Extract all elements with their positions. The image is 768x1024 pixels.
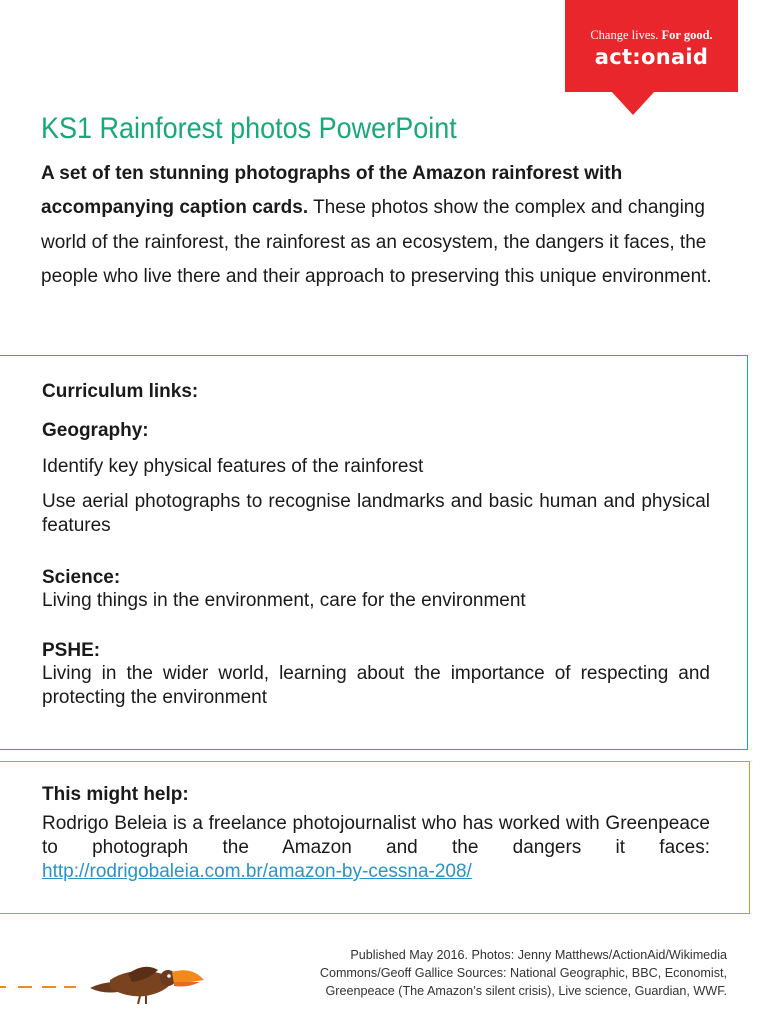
curriculum-heading-wrap (42, 381, 710, 403)
curriculum-box (0, 355, 748, 750)
help-box (0, 761, 750, 914)
geography-heading: Geography: (42, 420, 149, 441)
actionaid-logo-badge (565, 0, 738, 92)
geography-item-2: Use aerial photographs to recognise landmarks and basic human and physical features (42, 491, 710, 536)
toucan-icon (88, 958, 208, 1006)
tagline-regular: Change lives. (590, 28, 659, 42)
geography-item-2-wrap (42, 490, 710, 538)
intro-bold: A set of ten stunning photographs of the Amazon rainforest with accompanying caption cards. (41, 163, 623, 219)
footer-credits: Published May 2016. Photos: Jenny Matthews/ActionAid/Wikimedia Commons/Geoff Gallice Sources: National Geographic, BBC, Economist, Greenpeace (The Amazon’s silent crisis), Live science, Guardian, WWF. (319, 948, 727, 998)
geography-item-1: Identify key physical features of the rainforest (42, 456, 424, 477)
pshe-text: Living in the wider world, learning about the importance of respecting and protecting the environment (42, 663, 710, 708)
intro-paragraph (41, 157, 731, 294)
intro-regular: These photos show the complex and changing world of the rainforest, the rainforest as an ecosystem, the dangers it faces, the people who live there and their approach to preserving this unique environment. (41, 197, 712, 287)
curriculum-heading: Curriculum links: (42, 381, 199, 402)
help-content (42, 784, 710, 884)
science-heading: Science: (42, 567, 121, 588)
science-section (42, 567, 710, 613)
science-text: Living things in the environment, care for the environment (42, 590, 526, 611)
help-body: Rodrigo Beleia is a freelance photojournalist who has worked with Greenpeace to photograph the Amazon and the dangers it faces: (42, 813, 710, 858)
pshe-section (42, 640, 710, 710)
geography-item-1-wrap (42, 455, 710, 479)
tagline-bold: For good. (661, 28, 713, 42)
help-heading: This might help: (42, 784, 189, 805)
brand-tagline (565, 28, 738, 43)
rodrigo-baleia-link[interactable]: http://rodrigobaleia.com.br/amazon-by-cessna-208/ (42, 861, 472, 882)
page-title: KS1 Rainforest photos PowerPoint (41, 112, 457, 145)
help-text (42, 812, 710, 884)
dashed-line (0, 985, 80, 991)
pshe-heading: PSHE: (42, 640, 101, 661)
geography-section (42, 420, 710, 442)
actionaid-logo-text: act:onaid (594, 45, 709, 69)
